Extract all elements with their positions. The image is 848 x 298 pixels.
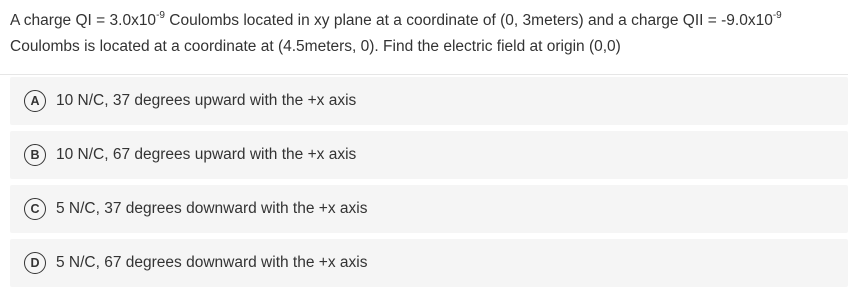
option-letter-badge: B — [24, 144, 46, 166]
answer-options — [10, 77, 848, 293]
option-letter-badge: A — [24, 90, 46, 112]
question-exponent-2: -9 — [772, 9, 782, 21]
option-letter-badge: C — [24, 198, 46, 220]
option-text: 5 N/C, 67 degrees downward with the +x axis — [56, 254, 368, 271]
option-b[interactable] — [10, 131, 848, 179]
question-text — [10, 8, 840, 60]
option-c[interactable] — [10, 185, 848, 233]
option-text: 5 N/C, 37 degrees downward with the +x axis — [56, 200, 368, 217]
option-letter-badge: D — [24, 252, 46, 274]
question-exponent-1: -9 — [156, 9, 165, 21]
divider — [0, 74, 848, 75]
option-text: 10 N/C, 37 degrees upward with the +x axis — [56, 92, 357, 109]
question-part-3: Coulombs is located at a coordinate at (4.5meters, 0). Find the electric field at origin (0,0) — [10, 38, 621, 55]
question-part-2: Coulombs located in xy plane at a coordinate of (0, 3meters) and a charge QII = -9.0x10 — [164, 12, 773, 29]
question-part-1: A charge QI = 3.0x10 — [10, 12, 157, 29]
option-d[interactable] — [10, 239, 848, 287]
option-a[interactable] — [10, 77, 848, 125]
option-text: 10 N/C, 67 degrees upward with the +x axis — [56, 146, 357, 163]
